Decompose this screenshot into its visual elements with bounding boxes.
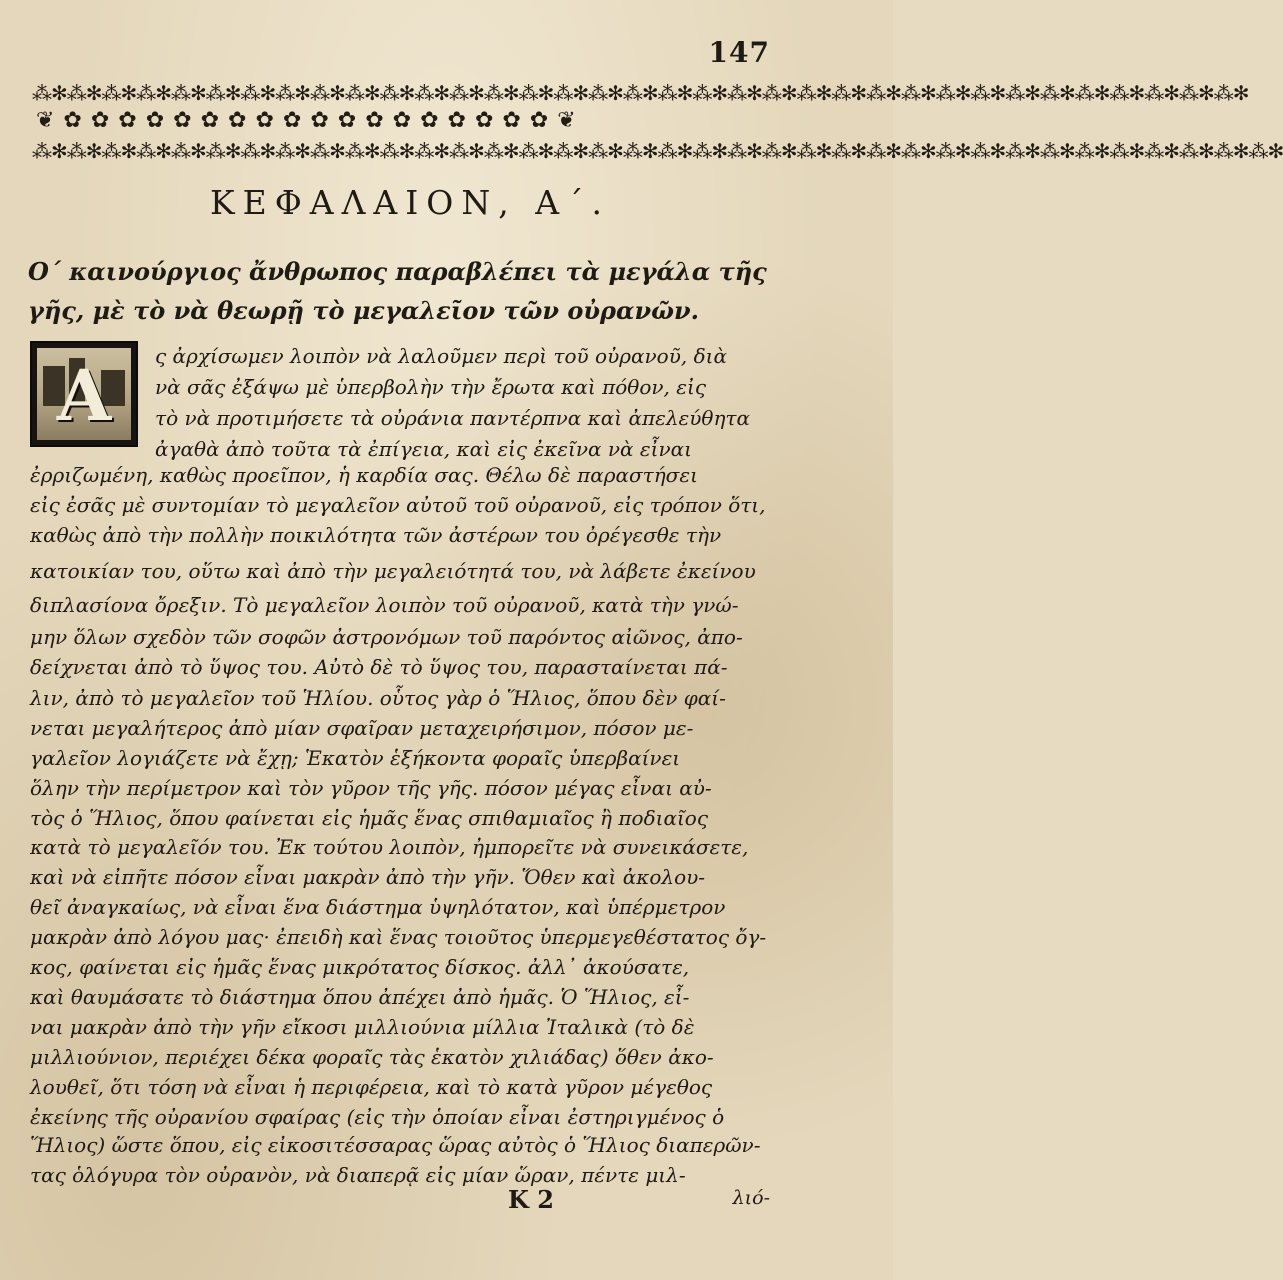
heading-line: γῆς, μὲ τὸ νὰ θεωρῇ τὸ μεγαλεῖον τῶν οὐρανῶν. — [28, 296, 699, 325]
text-line: λουθεῖ, ὅτι τόση νὰ εἶναι ἡ περιφέρεια, καὶ τὸ κατὰ γῦρον μέγεθος — [30, 1075, 713, 1099]
text-line: τὸς ὁ Ἥλιος, ὅπου φαίνεται εἰς ἡμᾶς ἕνας σπιθαμιαῖος ἢ ποδιαῖος — [30, 806, 709, 830]
text-line: λιν, ἀπὸ τὸ μεγαλεῖον τοῦ Ἡλίου. οὗτος γὰρ ὁ Ἥλιος, ὅπου δὲν φαί- — [30, 686, 726, 710]
text-line: γαλεῖον λογιάζετε νὰ ἔχῃ; Ἑκατὸν ἑξήκοντα φοραῖς ὑπερβαίνει — [30, 746, 681, 770]
ornament-border-bottom: ⁂✻⁂✻⁂✻⁂✻⁂✻⁂✻⁂✻⁂✻⁂✻⁂✻⁂✻⁂✻⁂✻⁂✻⁂✻⁂✻⁂✻⁂✻⁂✻⁂✻⁂✻⁂✻⁂✻⁂✻⁂✻⁂✻⁂✻⁂✻⁂✻⁂✻⁂✻⁂✻⁂✻⁂✻⁂✻⁂✻ — [32, 139, 1283, 163]
text-line: ἀγαθὰ ἀπὸ τοῦτα τὰ ἐπίγεια, καὶ εἰς ἐκεῖνα νὰ εἶναι — [155, 437, 693, 461]
text-line: τας ὁλόγυρα τὸν οὐρανὸν, νὰ διαπερᾷ εἰς μίαν ὥραν, πέντε μιλ- — [30, 1163, 686, 1187]
text-line: κατοικίαν του, οὕτω καὶ ἀπὸ τὴν μεγαλειότητά του, νὰ λάβετε ἐκείνου — [30, 559, 756, 583]
text-line: ἐρριζωμένη, καθὼς προεῖπον, ἡ καρδία σας. Θέλω δὲ παραστήσει — [30, 463, 698, 487]
text-line: Ἥλιος) ὥστε ὅπου, εἰς εἰκοσιτέσσαρας ὥρας αὐτὸς ὁ Ἥλιος διαπερῶν- — [30, 1133, 761, 1157]
text-line: κος, φαίνεται εἰς ἡμᾶς ἕνας μικρότατος δίσκος. ἀλλ᾽ ἀκούσατε, — [30, 955, 690, 979]
heading-line: Ο΄ καινούργιος ἄνθρωπος παραβλέπει τὰ μεγάλα τῆς — [28, 257, 767, 286]
text-line: νεται μεγαλήτερος ἀπὸ μίαν σφαῖραν μεταχειρήσιμον, πόσον με- — [30, 716, 694, 740]
ornament-rosettes: ❦✿✿✿✿✿✿✿✿✿✿✿✿✿✿✿✿✿✿❦ — [36, 108, 585, 133]
text-line: εἰς ἐσᾶς μὲ συντομίαν τὸ μεγαλεῖον αὐτοῦ τοῦ οὐρανοῦ, εἰς τρόπον ὅτι, — [30, 493, 766, 517]
text-line: καθὼς ἀπὸ τὴν πολλὴν ποικιλότητα τῶν ἀστέρων του ὀρέγεσθε τὴν — [30, 523, 722, 547]
text-line: τὸ νὰ προτιμήσετε τὰ οὐράνια παντέρπνα καὶ ἀπελεύθητα — [155, 406, 750, 430]
text-line: ς ἀρχίσωμεν λοιπὸν νὰ λαλοῦμεν περὶ τοῦ οὐρανοῦ, διὰ — [155, 344, 727, 368]
headpiece-ornament — [32, 81, 1283, 163]
page-number: 147 — [708, 36, 770, 69]
chapter-heading — [28, 252, 773, 330]
catchword: λιό- — [732, 1187, 770, 1209]
text-line: μιλλιούνιον, περιέχει δέκα φοραῖς τὰς ἑκατὸν χιλιάδας) ὅθεν ἀκο- — [30, 1045, 714, 1069]
text-line: κατὰ τὸ μεγαλεῖόν του. Ἐκ τούτου λοιπὸν, ἠμπορεῖτε νὰ συνεικάσετε, — [30, 835, 749, 859]
initial-letter: Α — [56, 354, 112, 437]
text-line: θεῖ ἀναγκαίως, νὰ εἶναι ἕνα διάστημα ὑψηλότατον, καὶ ὑπέρμετρον — [30, 895, 726, 919]
text-line: ὅλην τὴν περίμετρον καὶ τὸν γῦρον τῆς γῆς. πόσον μέγας εἶναι αὐ- — [30, 776, 712, 800]
text-line: καὶ νὰ εἰπῆτε πόσον εἶναι μακρὰν ἀπὸ τὴν γῆν. Ὅθεν καὶ ἀκολου- — [30, 865, 706, 889]
text-line: μην ὅλων σχεδὸν τῶν σοφῶν ἀστρονόμων τοῦ παρόντος αἰῶνος, ἀπο- — [30, 625, 743, 649]
text-line: καὶ θαυμάσατε τὸ διάστημα ὅπου ἀπέχει ἀπὸ ἡμᾶς. Ὁ Ἥλιος, εἶ- — [30, 985, 690, 1009]
initial-engraving — [37, 348, 131, 440]
text-line: μακρὰν ἀπὸ λόγου μας· ἐπειδὴ καὶ ἕνας τοιοῦτος ὑπερμεγεθέστατος ὄγ- — [30, 925, 767, 949]
text-line: διπλασίονα ὄρεξιν. Τὸ μεγαλεῖον λοιπὸν τοῦ οὐρανοῦ, κατὰ τὴν γνώ- — [30, 593, 739, 617]
ornament-border-top: ⁂✻⁂✻⁂✻⁂✻⁂✻⁂✻⁂✻⁂✻⁂✻⁂✻⁂✻⁂✻⁂✻⁂✻⁂✻⁂✻⁂✻⁂✻⁂✻⁂✻⁂✻⁂✻⁂✻⁂✻⁂✻⁂✻⁂✻⁂✻⁂✻⁂✻⁂✻⁂✻⁂✻⁂✻⁂✻ — [32, 81, 1249, 105]
text-line: ἐκείνης τῆς οὐρανίου σφαίρας (εἰς τὴν ὁποίαν εἶναι ἐστηριγμένος ὁ — [30, 1105, 725, 1129]
chapter-title: ΚΕΦΑΛΑΙΟΝ, Α΄. — [209, 183, 611, 222]
text-line: δείχνεται ἀπὸ τὸ ὕψος του. Αὐτὸ δὲ τὸ ὕψος του, παρασταίνεται πά- — [30, 655, 728, 679]
decorated-initial — [30, 341, 138, 447]
text-line: ναι μακρὰν ἀπὸ τὴν γῆν εἴκοσι μιλλιούνια μίλλια Ἰταλικὰ (τὸ δὲ — [30, 1015, 695, 1039]
text-line: νὰ σᾶς ἐξάψω μὲ ὑπερβολὴν τὴν ἔρωτα καὶ πόθον, εἰς — [155, 375, 707, 399]
signature-mark: K 2 — [508, 1185, 554, 1214]
